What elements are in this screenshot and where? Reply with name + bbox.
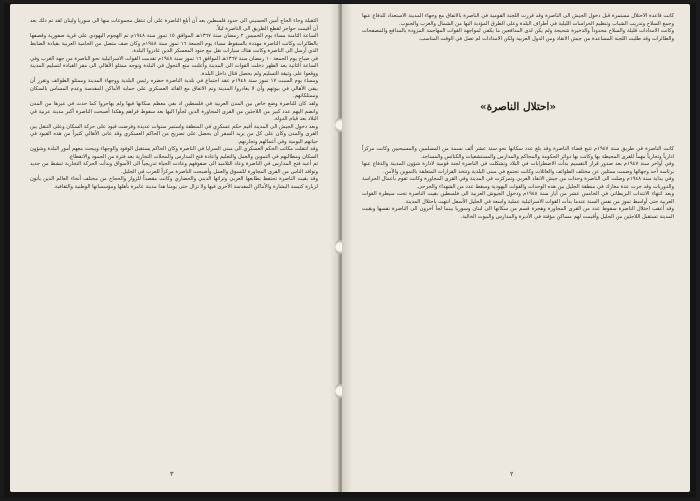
paragraph: في صباح يوم الجمعة ١٠ رمضان سنة ١٣٦٧هـ الموافق ١٦ تموز سنة ١٩٤٨م تقدمت القوات الاسرائيلية نحو الناصرة من جهة الغرب وفي الساعة الثانية بعد الظهر دخلت القوات الى المدينة وأعلنت منع التجول في البلدة وتوجه ممثلو الأهالي الى مقر القيادة لتسليم المدينة ووقعوا على وثيقة التسليم ولم يحصل قتال داخل البلدة. <box>30 55 318 77</box>
paragraph: وقد انتقلت مكاتب الحكم العسكري الى مبنى السرايا في الناصرة وكان الحاكم يستقبل الوفود والوجهاء ويبحث معهم أمور البلدة وشؤون السكان ومطالبهم في التموين والعمل والتعليم واعادة فتح المدارس والمحلات التجارية بعد فترة من الجمود والانقطاع. <box>30 146 318 160</box>
paragraph: كانت الناصرة في طريق سنة ١٩٤٧م تتبع قضاء الناصرة وقد بلغ عدد سكانها نحو ستة عشر ألف نسمة من المسلمين والمسيحيين وكانت مركزاً ادارياً وتجارياً مهماً للقرى المحيطة بها وكانت بها دوائر الحكومة والمحاكم والمدارس والمستشفيات والكنائس والمساجد. <box>362 146 675 160</box>
right-page-top-text <box>362 13 674 43</box>
paragraph: وفي بداية سنة ١٩٤٨م وصلت الى الناصرة وحدات من جيش الانقاذ العربي وتمركزت في المدينة وفي القرى المجاورة وكانت تقوم بأعمال الحراسة والدوريات وقد جرت عدة معارك في منطقة الجليل بين هذه الوحدات والقوات اليهودية وسقط عدد من الشهداء والجرحى. <box>362 176 674 190</box>
paragraph: وقد أعقب احتلال الناصرة سقوط عدد من القرى المجاورة وهجرة قسم من سكانها الى لبنان وسوريا بينما لجأ آخرون الى الناصرة نفسها وبقيت المدينة تستقبل اللاجئين من الجليل وأقيمت لهم مساكن مؤقتة في الأديرة والمدارس والبيوت الخالية. <box>362 206 674 220</box>
paragraph: الثقيلة وجاء الحاج أمين الحسيني الى حدود فلسطين بعد أن أبلغ الناصرة على أن تنتقل مجموعات منها الى سوريا ولبنان لقد تم ذلك بعد أن أقيمت حواجز لقطع الطريق الى الناصرة ليلاً. <box>30 18 318 32</box>
left-page-text <box>30 18 318 192</box>
page-number: ٢ <box>510 470 514 478</box>
paragraph: وبعد دخول الجيش الى المدينة أقيم حكم عسكري في المنطقة واستمر سنوات عديدة وفرضت قيود على حركة السكان وعلى التنقل بين القرى والمدن وكان على كل من يريد السفر أن يحصل على تصريح من الحاكم العسكري وقد عانى الأهالي كثيراً من هذه القيود في حياتهم اليومية وفي أعمالهم وتجارتهم. <box>30 123 318 145</box>
paragraph: وكانت الامدادات قليلة والسلاح محدوداً والذخيرة شحيحة ولم يكن لدى المدافعين ما يكفي لمواجهة القوات المهاجمة المزودة بالمدافع والمصفحات والطائرات وقد طلبت اللجنة المساعدة من جيش الانقاذ ومن الدول العربية ولكن الامدادات لم تصل في الوقت المناسب. <box>362 28 674 42</box>
left-page <box>10 4 340 492</box>
paragraph: ثم أعيد فتح المدارس في الناصرة وعاد التلاميذ الى صفوفهم وعادت الحياة تدريجياً الى الأسواق وبدأت الحركة التجارية تنشط من جديد وتوافد الناس من القرى المجاورة للتسوق والعمل وأصبحت الناصرة مركزاً للعرب في الجليل. <box>30 161 318 175</box>
paragraph: ولقد كان للناصرة وضع خاص بين المدن العربية في فلسطين اذ بقي معظم سكانها فيها ولم يهاجروا كما حدث في غيرها من المدن وانضم اليهم عدد كبير من اللاجئين من القرى المجاورة الذين لجأوا اليها بعد سقوط قراهم وهكذا أصبحت الناصرة أكبر مدينة عربية في البلاد بعد قيام الدولة. <box>30 101 318 123</box>
paragraph: ومساء يوم السبت ١٧ تموز سنة ١٩٤٨م عقد اجتماع في بلدية الناصرة حضره رئيس البلدية ووجهاء المدينة وممثلو الطوائف وتقرر أن يبقى الأهالي في بيوتهم وأن لا يغادروا المدينة وتم الاتفاق مع القائد العسكري على حماية الأماكن المقدسة وعدم المساس بالسكان وممتلكاتهم. <box>30 78 318 100</box>
paragraph: الساعة الثامنة مساء يوم الخميس ٢ رمضان سنة ١٣٦٧هـ الموافق ١٥ تموز سنة ١٩٤٨م تم الهجوم اليهودي على قرية صفورية وقصفها بالطائرات وكانت الناصرة مهددة بالسقوط مساء يوم الجمعة ١٦ تموز سنة ١٩٤٨م وكان صف متصل من الحامية العربية بقيادة الضابط الذي أرسل الى الناصرة وكانت هناك سيارات نقل مع جنود المعسكر الذين غادروا البلدة. <box>30 33 318 55</box>
right-page-body-text <box>362 146 674 221</box>
paragraph: وفي أواخر سنة ١٩٤٧م بعد صدور قرار التقسيم بدأت الاضطرابات في البلاد وتشكلت في الناصرة لجنة قومية لادارة شؤون المدينة والدفاع عنها برئاسة أحد وجهائها وضمت ممثلين عن مختلف الطوائف والعائلات وكانت تجتمع في مبنى البلدية وتتخذ القرارات المتعلقة بالتموين والأمن. <box>362 161 674 175</box>
section-heading: «احتلال الناصرة» <box>480 101 556 113</box>
right-page <box>342 4 690 492</box>
paragraph: وقد بقيت الناصرة تحتفظ بطابعها العربي وتراثها الديني والحضاري وكانت مقصداً للزوار والحجاج من مختلف أنحاء العالم الذين يأتون لزيارة كنيسة البشارة والأماكن المقدسة الأخرى فيها ولا تزال حتى يومنا هذا مدينة عامرة بأهلها ومؤسساتها الوطنية والثقافية. <box>30 176 318 191</box>
paragraph: كانت قاعدة الاحتلال مستمرة قبل دخول الجيش الى الناصرة وقد قررت اللجنة القومية في الناصرة بالاتفاق مع وجهاء المدينة الاستعداد للدفاع عنها وجمع السلاح وتدريب الشباب وتنظيم الحراسات الليلية في أطراف البلدة وعلى الطرق المؤدية اليها من الشمال والغرب والجنوب. <box>362 13 674 27</box>
paragraph: وبعد انتهاء الانتداب البريطاني في الخامس عشر من أيار سنة ١٩٤٨م ودخول الجيوش العربية الى فلسطين بقيت الناصرة تحت سيطرة القوات العربية حتى أواسط تموز من نفس السنة عندما بدأت القوات الاسرائيلية عملية واسعة في الجليل الأسفل انتهت باحتلال المدينة. <box>362 191 675 205</box>
page-shadow <box>342 4 352 492</box>
page-number: ٣ <box>170 470 174 478</box>
